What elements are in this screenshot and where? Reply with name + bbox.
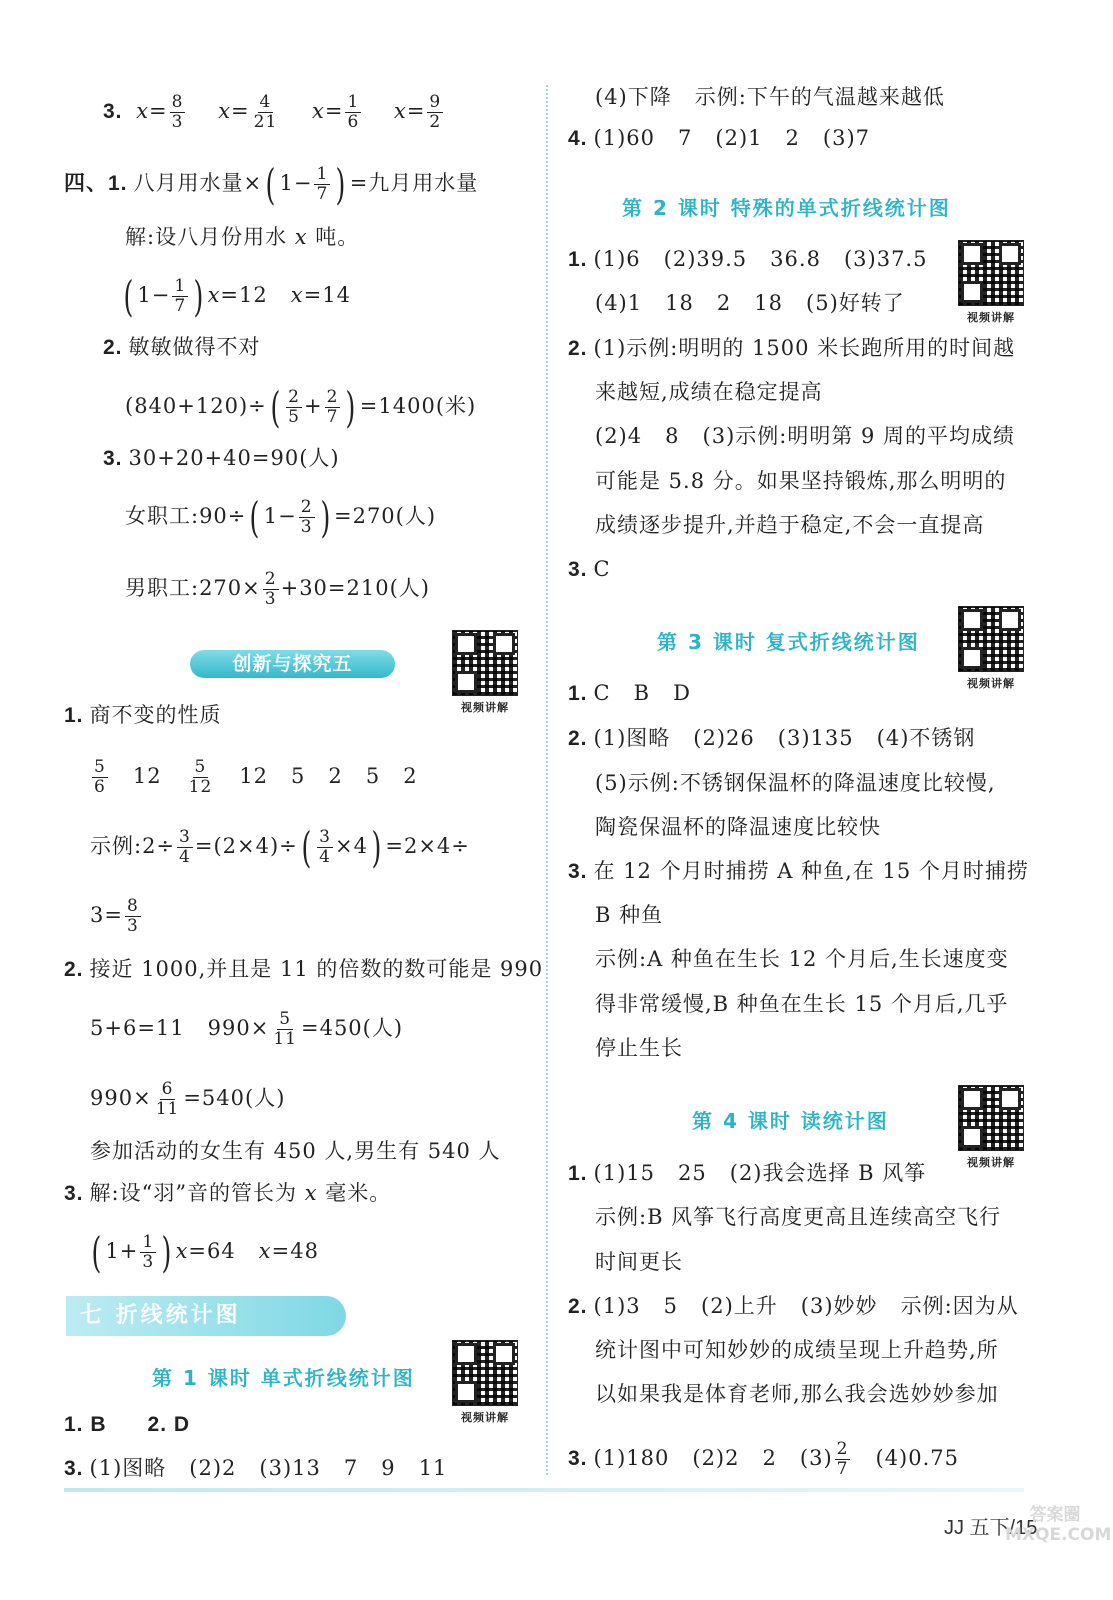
l16: 990× $\frac{6}{11}$ =540(人) <box>90 1079 286 1119</box>
l5: 2. 敏敏做得不对 <box>103 335 261 359</box>
l9: 男职工:270× $\frac{2}{3}$ +30=210(人) <box>125 569 430 609</box>
r9: 成绩逐步提升,并趋于稳定,不会一直提高 <box>595 513 985 537</box>
r13: (5)示例:不锈钢保温杯的降温速度比较慢, <box>595 771 996 795</box>
l19: ( 1+ $\frac{1}{3}$ ) x=64 x=48 <box>91 1227 319 1277</box>
r6: 来越短,成绩在稳定提高 <box>595 380 823 404</box>
qr-code-icon[interactable]: 视频讲解 <box>958 606 1024 691</box>
watermark: 答案圈 MXQE.COM <box>1005 1505 1112 1545</box>
r1: (4)下降 示例:下午的气温越来越低 <box>595 85 945 109</box>
l11: $\frac{5}{6}$ 12 $\frac{5}{12}$ 12 5 2 5 2 <box>94 757 418 797</box>
l20: 1. B 2. D <box>64 1413 191 1436</box>
r12: 2. (1)图略 (2)26 (3)135 (4)不锈钢 <box>568 726 976 750</box>
l21: 3. (1)图略 (2)2 (3)13 7 9 11 <box>64 1456 448 1480</box>
r19: 停止生长 <box>595 1036 683 1060</box>
r7: (2)4 8 (3)示例:明明第 9 周的平均成绩 <box>595 424 1016 448</box>
r23: 2. (1)3 5 (2)上升 (3)妙妙 示例:因为从 <box>568 1294 1019 1318</box>
qr-code-icon[interactable]: 视频讲解 <box>958 240 1024 325</box>
lesson-heading-4: 第 4 课时 读统计图 <box>692 1109 889 1133</box>
l10: 1. 商不变的性质 <box>64 703 222 727</box>
l8: 女职工:90÷( 1− $\frac{2}{3}$ ) =270(人) <box>125 492 437 542</box>
r26: 3. (1)180 (2)2 2 (3) $\frac{2}{7}$ (4)0.75 <box>568 1439 959 1479</box>
r4: (4)1 18 2 18 (5)好转了 <box>595 291 905 315</box>
l13: 3= $\frac{8}{3}$ <box>90 896 139 936</box>
l3: 解:设八月份用水 x 吨。 <box>125 225 360 249</box>
l4: ( 1− $\frac{1}{7}$ ) x=12 x=14 <box>123 271 351 321</box>
r3: 1. (1)6 (2)39.5 36.8 (3)37.5 <box>568 247 928 271</box>
l1: 3. x= $\frac{8}{3}$ x= $\frac{4}{21}$ x= $\frac{1}{6}$ x= $\frac{9}{2}$ <box>103 92 442 132</box>
r21: 示例:B 风筝飞行高度更高且连续高空飞行 <box>595 1205 1002 1229</box>
column-divider <box>546 85 548 1475</box>
r10: 3. C <box>568 557 611 581</box>
qr-code-icon[interactable]: 视频讲解 <box>958 1085 1024 1170</box>
r5: 2. (1)示例:明明的 1500 米长跑所用的时间越 <box>568 336 1016 360</box>
r20: 1. (1)15 25 (2)我会选择 B 风筝 <box>568 1161 927 1185</box>
r17: 示例:A 种鱼在生长 12 个月后,生长速度变 <box>595 947 1009 971</box>
chapter-title: 七 折线统计图 <box>66 1296 346 1336</box>
footer-rule <box>64 1488 1024 1492</box>
l18: 3. 解:设“羽”音的管长为 x 毫米。 <box>64 1181 392 1205</box>
r18: 得非常缓慢,B 种鱼在生长 15 个月后,几乎 <box>595 992 1009 1016</box>
l12: 示例:2÷ $\frac{3}{4}$ =(2×4)÷( $\frac{3}{4}$ ×4) =2×4÷ <box>90 822 470 872</box>
section-badge: 创新与探究五 <box>190 650 395 678</box>
qr-code-icon[interactable]: 视频讲解 <box>452 630 518 715</box>
l7: 3. 30+20+40=90(人) <box>103 446 340 470</box>
page-number: JJ 五下/15 <box>944 1517 1038 1539</box>
r15: 3. 在 12 个月时捕捞 A 种鱼,在 15 个月时捕捞 <box>568 859 1029 883</box>
lesson-heading-1: 第 1 课时 单式折线统计图 <box>152 1366 415 1390</box>
r22: 时间更长 <box>595 1250 683 1274</box>
r11: 1. C B D <box>568 681 691 705</box>
r8: 可能是 5.8 分。如果坚持锻炼,那么明明的 <box>595 469 1007 493</box>
lesson-heading-2: 第 2 课时 特殊的单式折线统计图 <box>622 196 951 220</box>
r24: 统计图中可知妙妙的成绩呈现上升趋势,所 <box>595 1338 999 1362</box>
r16: B 种鱼 <box>595 903 664 927</box>
l15: 5+6=11 990× $\frac{5}{11}$ =450(人) <box>90 1009 404 1049</box>
l14: 2. 接近 1000,并且是 11 的倍数的数可能是 990 <box>64 957 544 981</box>
l6: (840+120)÷( $\frac{2}{5}$ + $\frac{2}{7}$ ) =1400(米) <box>125 382 477 432</box>
l2: 四、1. 八月用水量×( 1− $\frac{1}{7}$ ) =九月用水量 <box>64 159 479 209</box>
l17: 参加活动的女生有 450 人,男生有 540 人 <box>90 1139 501 1163</box>
r25: 以如果我是体育老师,那么我会选妙妙参加 <box>595 1382 999 1406</box>
qr-code-icon[interactable]: 视频讲解 <box>452 1340 518 1425</box>
r2: 4. (1)60 7 (2)1 2 (3)7 <box>568 126 871 150</box>
r14: 陶瓷保温杯的降温速度比较快 <box>595 815 881 839</box>
lesson-heading-3: 第 3 课时 复式折线统计图 <box>657 630 920 654</box>
